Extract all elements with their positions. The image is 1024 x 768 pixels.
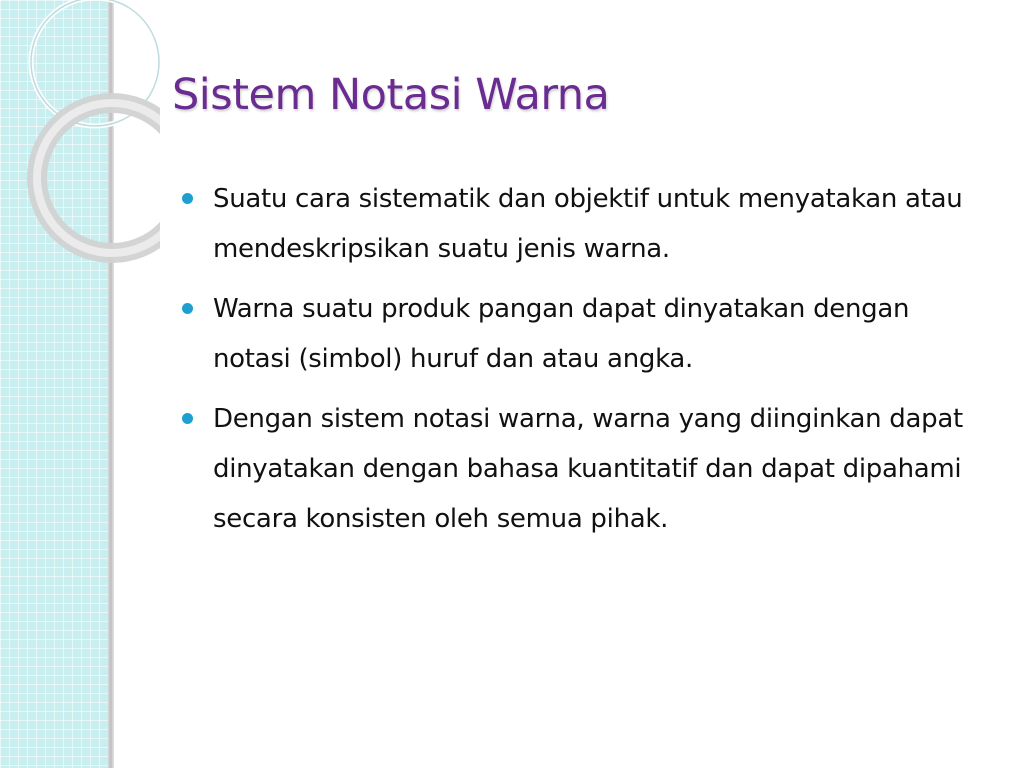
slide-title: Sistem Notasi Warna — [172, 70, 610, 120]
bullet-text-2: Warna suatu produk pangan dapat dinyatakan dengan notasi (simbol) huruf dan atau angka. — [213, 294, 910, 374]
bullet-text-3: Dengan sistem notasi warna, warna yang diinginkan dapat dinyatakan dengan bahasa kuantitatif dan dapat dipahami secara konsisten oleh semua pihak. — [213, 404, 963, 534]
ring-decoration — [0, 0, 160, 300]
bullet-dot-icon — [182, 303, 193, 314]
bullet-item-2 — [180, 284, 980, 384]
bullet-list — [180, 174, 980, 554]
bullet-item-1 — [180, 174, 980, 274]
bullet-text-1: Suatu cara sistematik dan objektif untuk menyatakan atau mendeskripsikan suatu jenis warna. — [213, 184, 963, 264]
bullet-dot-icon — [182, 413, 193, 424]
bullet-dot-icon — [182, 193, 193, 204]
bullet-item-3 — [180, 394, 980, 544]
